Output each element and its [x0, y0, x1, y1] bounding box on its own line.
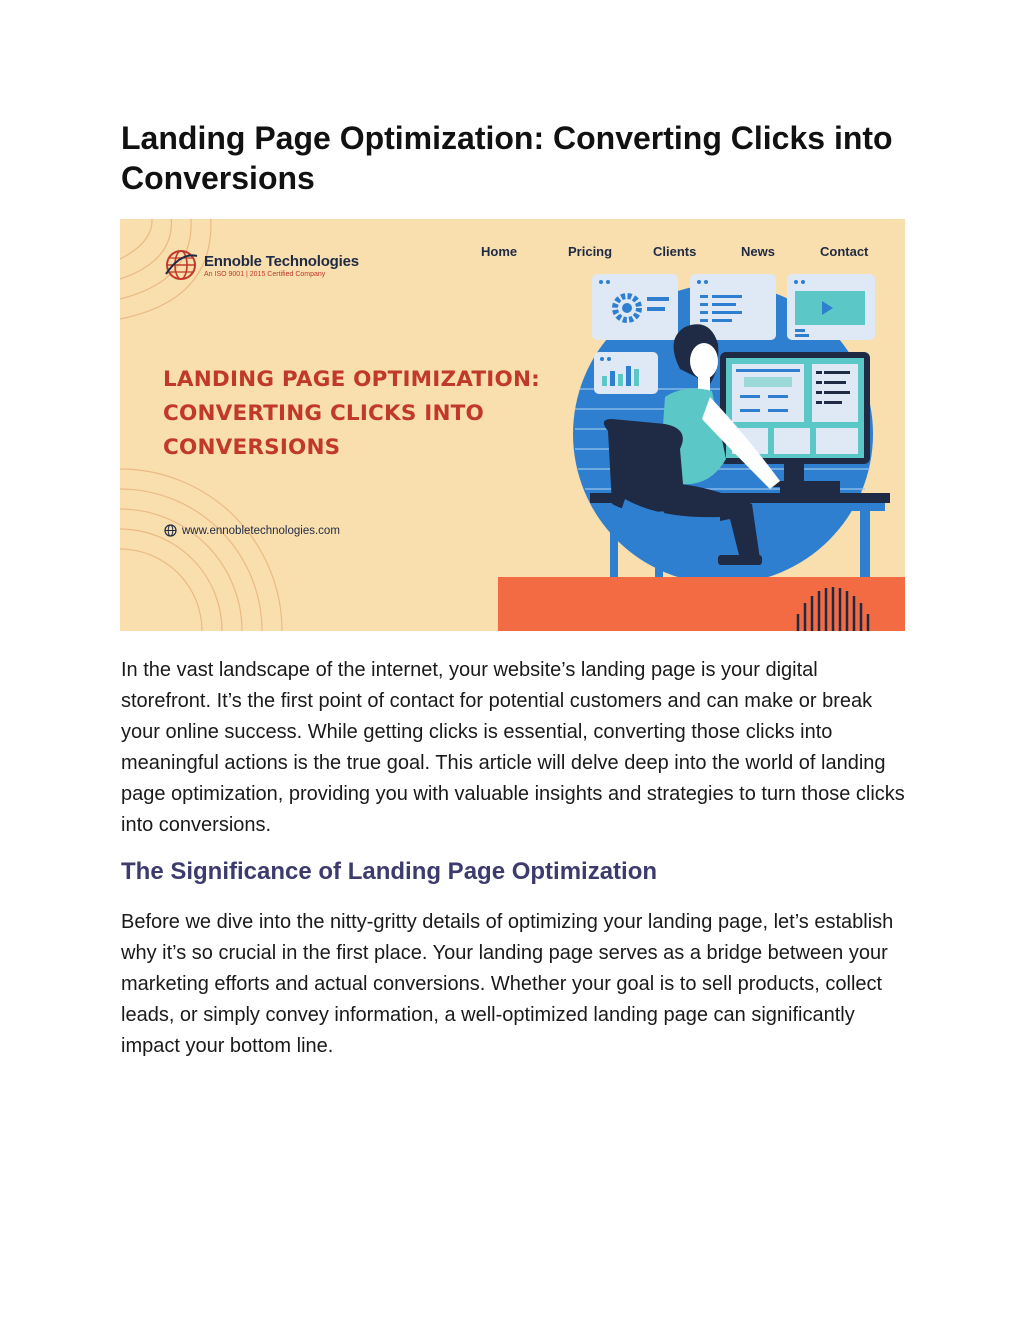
intro-paragraph: In the vast landscape of the internet, your website’s landing page is your digital storefront. It’s the first point of contact for potential customers and can make or break your online success. While getting clicks is essential, converting those clicks into meaningful actions is the true goal. This article will delve deep into the world of landing page optimization, providing you with valuable insights and strategies to turn those clicks into conversions.	[121, 659, 905, 836]
banner-nav-clients: Clients	[653, 244, 697, 259]
globe-logo-icon	[164, 248, 198, 282]
banner-headline-line-1: LANDING PAGE OPTIMIZATION:	[163, 367, 540, 392]
keyboard	[780, 481, 840, 495]
significance-paragraph: Before we dive into the nitty-gritty details of optimizing your landing page, let’s establish why it’s so crucial in the first place. Your landing page serves as a bridge between your marketing efforts and actual conversions. Whether your goal is to sell products, collect leads, or simply convey information, a well-optimized landing page can significantly impact your bottom line.	[121, 911, 894, 1057]
banner-nav-pricing: Pricing	[568, 244, 613, 259]
brand-logo	[164, 248, 359, 282]
orange-block	[498, 577, 905, 631]
brand-tagline: An ISO 9001 | 2015 Certified Company	[204, 270, 326, 278]
web-globe-icon	[164, 524, 177, 537]
ui-card-video	[787, 274, 875, 340]
section-heading: The Significance of Landing Page Optimization	[121, 858, 658, 885]
banner-headline-line-2: CONVERTING CLICKS INTO	[163, 401, 484, 426]
banner-website	[164, 524, 340, 537]
banner-nav-home: Home	[481, 244, 518, 259]
banner-nav-news: News	[741, 244, 775, 259]
website-url: www.ennobletechnologies.com	[182, 524, 340, 537]
ui-card-chart	[594, 352, 658, 394]
banner-nav-contact: Contact	[820, 244, 869, 259]
banner-headline	[163, 363, 583, 465]
decorative-arcs-bottom	[120, 469, 282, 631]
brand-name: Ennoble Technologies	[204, 252, 359, 270]
page-title: Landing Page Optimization: Converting Clicks into Conversions	[121, 120, 893, 196]
brand-text	[204, 253, 359, 278]
banner-headline-line-3: CONVERSIONS	[163, 435, 341, 460]
ui-card-gear	[592, 274, 678, 340]
